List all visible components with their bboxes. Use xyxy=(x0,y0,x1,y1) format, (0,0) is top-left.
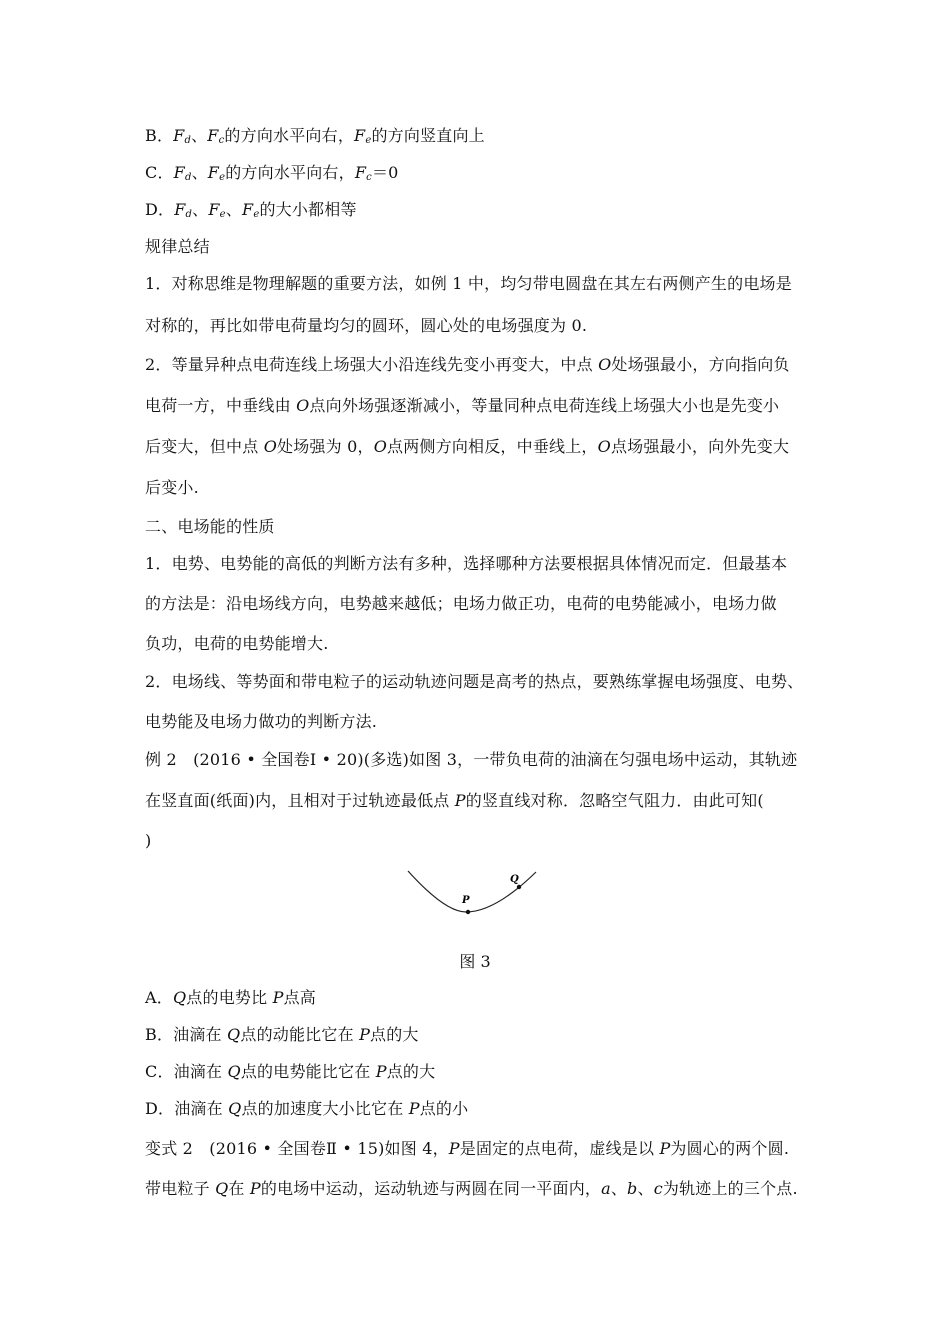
text: B．油滴在 xyxy=(145,1025,228,1044)
text: 、 xyxy=(637,1179,654,1198)
section-paragraph-1-cont: 负功，电荷的电势能增大. xyxy=(145,634,329,653)
var: F xyxy=(242,200,254,219)
subscript: d xyxy=(184,135,192,146)
summary-paragraph-1-cont: 对称的，再比如带电荷量均匀的圆环，圆心处的电场强度为 0. xyxy=(145,316,588,335)
section-paragraph-1-cont: 的方法是：沿电场线方向，电势越来越低；电场力做正功，电荷的电势能减小，电场力做 xyxy=(145,594,777,613)
option-b-line xyxy=(145,124,815,153)
text: 、 xyxy=(610,1179,628,1198)
var: F xyxy=(174,200,186,219)
answer-option-c xyxy=(145,1060,815,1084)
var: O xyxy=(597,437,611,456)
option-d-line xyxy=(145,198,815,227)
text: 为圆心的两个圆. xyxy=(670,1139,790,1158)
text: 的竖直线对称．忽略空气阻力．由此可知( xyxy=(465,791,764,810)
var: F xyxy=(354,163,367,182)
subscript: e xyxy=(253,209,260,220)
point-p-dot xyxy=(466,910,470,914)
text: C．油滴在 xyxy=(145,1062,228,1081)
var: F xyxy=(208,200,220,219)
text: 的方向竖直向上 xyxy=(371,126,485,145)
point-p-label: P xyxy=(462,895,470,906)
text: 点两侧方向相反，中垂线上， xyxy=(387,437,598,456)
text: 点高 xyxy=(283,988,316,1007)
text: 、 xyxy=(192,200,209,219)
text: 点的小 xyxy=(419,1099,469,1118)
example-2-line xyxy=(145,789,815,813)
subscript: c xyxy=(218,135,225,146)
var: F xyxy=(173,163,185,182)
var: Q xyxy=(228,1099,242,1118)
example-2-line: ) xyxy=(145,831,152,850)
text: 点的电势能比它在 xyxy=(240,1062,376,1081)
text: 的电场中运动，运动轨迹与两圆在同一平面内， xyxy=(260,1179,602,1198)
var: F xyxy=(354,126,366,145)
subscript: e xyxy=(365,135,372,146)
var: O xyxy=(373,437,388,456)
text: 在 xyxy=(228,1179,250,1198)
text: B． xyxy=(145,126,174,145)
var: P xyxy=(448,1139,460,1158)
var: O xyxy=(263,437,278,456)
summary-title: 规律总结 xyxy=(145,237,210,256)
text: 是固定的点电荷，虚线是以 xyxy=(459,1139,660,1158)
text: 点向外场强逐渐减小，等量同种点电荷连线上场强大小也是先变小 xyxy=(309,396,780,415)
var: P xyxy=(272,988,284,1007)
summary-paragraph-2 xyxy=(145,353,815,377)
section-title: 二、电场能的性质 xyxy=(145,517,275,536)
var: P xyxy=(408,1099,420,1118)
var: P xyxy=(249,1179,261,1198)
text: D． xyxy=(145,200,175,219)
answer-option-b xyxy=(145,1023,815,1047)
text: 的方向水平向右， xyxy=(224,126,355,145)
var: P xyxy=(359,1025,371,1044)
text: 点的大 xyxy=(386,1062,436,1081)
var: P xyxy=(375,1062,387,1081)
text: 、 xyxy=(191,126,208,145)
var: O xyxy=(598,355,612,374)
var: b xyxy=(627,1179,638,1198)
option-c-line xyxy=(145,161,815,190)
summary-paragraph-2-cont xyxy=(145,394,815,418)
point-q-label: Q xyxy=(510,874,519,885)
subscript: d xyxy=(185,209,193,220)
text: 后变大，但中点 xyxy=(145,437,264,456)
text: 在竖直面(纸面)内，且相对于过轨迹最低点 xyxy=(145,791,455,810)
text: 点的大 xyxy=(370,1025,419,1044)
subscript: c xyxy=(366,172,372,183)
section-paragraph-2-cont: 电势能及电场力做功的判断方法. xyxy=(145,712,378,731)
text: 处场强最小，方向指向负 xyxy=(611,355,790,374)
trajectory-figure xyxy=(400,866,545,918)
text: D．油滴在 xyxy=(145,1099,229,1118)
var: Q xyxy=(172,988,187,1007)
subscript: d xyxy=(184,172,192,183)
summary-paragraph-2-cont: 后变小. xyxy=(145,478,199,497)
variant-2-line xyxy=(145,1177,815,1201)
subscript: e xyxy=(219,209,226,220)
var: P xyxy=(659,1139,671,1158)
text: 为轨迹上的三个点. xyxy=(662,1179,798,1198)
answer-option-a xyxy=(145,986,815,1010)
var: Q xyxy=(227,1062,241,1081)
text: 的大小都相等 xyxy=(259,200,357,219)
var: F xyxy=(207,163,220,182)
text: 2．等量异种点电荷连线上场强大小沿连线先变小再变大，中点 xyxy=(145,355,599,374)
text: 点的电势比 xyxy=(186,988,273,1007)
point-q-dot xyxy=(517,885,521,889)
summary-paragraph-2-cont xyxy=(145,435,815,459)
text: 的方向水平向右， xyxy=(225,163,355,182)
section-paragraph-2: 2．电场线、等势面和带电粒子的运动轨迹问题是高考的热点，要熟练掌握电场强度、电势、 xyxy=(145,672,804,691)
text: 、 xyxy=(191,163,208,182)
var: Q xyxy=(215,1179,229,1198)
text: 变式 2 (2016 • 全国卷Ⅱ • 15)如图 4， xyxy=(145,1139,449,1158)
answer-option-d xyxy=(145,1097,815,1121)
var: O xyxy=(296,396,310,415)
figure-caption: 图 3 xyxy=(459,952,491,971)
text: 电荷一方，中垂线由 xyxy=(145,396,297,415)
example-2-line: 例 2 (2016 • 全国卷Ⅰ • 20)(多选)如图 3，一带负电荷的油滴在匀强电场中运动，其轨迹 xyxy=(145,750,798,769)
text: 点场强最小，向外先变大 xyxy=(610,437,790,456)
var: a xyxy=(601,1179,611,1198)
text: ＝0 xyxy=(371,163,399,182)
var: P xyxy=(454,791,466,810)
text: 点的加速度大小比它在 xyxy=(241,1099,409,1118)
var: c xyxy=(653,1179,663,1198)
text: A． xyxy=(145,988,173,1007)
summary-paragraph-1: 1．对称思维是物理解题的重要方法，如例 1 中，均匀带电圆盘在其左右两侧产生的电场是 xyxy=(145,274,792,293)
var: Q xyxy=(227,1025,241,1044)
text: 点的动能比它在 xyxy=(240,1025,360,1044)
text: 、 xyxy=(225,200,242,219)
text: 处场强为 0， xyxy=(277,437,374,456)
text: 带电粒子 xyxy=(145,1179,216,1198)
text: C． xyxy=(145,163,174,182)
section-paragraph-1: 1．电势、电势能的高低的判断方法有多种，选择哪种方法要根据具体情况而定．但最基本 xyxy=(145,554,788,573)
subscript: e xyxy=(219,172,226,183)
variant-2-line xyxy=(145,1137,815,1161)
var: F xyxy=(173,126,185,145)
var: F xyxy=(207,126,219,145)
